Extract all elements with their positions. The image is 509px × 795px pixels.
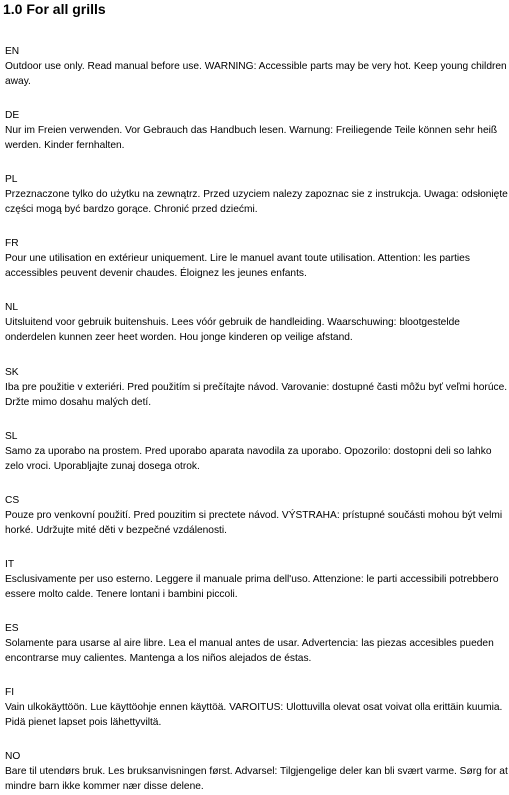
language-code: EN xyxy=(5,46,20,57)
warning-text: Uitsluitend voor gebruik buitenshuis. Lees vóór gebruik de handleiding. Waarschuwing: blootgestelde onderdelen kunnen zeer heet worden. Hou jonge kinderen op veilige afstand. xyxy=(5,317,460,343)
warning-text: Solamente para usarse al aire libre. Lea el manual antes de usar. Advertencia: las piezas accesibles pueden encontrarse muy calientes. Mantenga a los niños alejados de éstas. xyxy=(5,638,494,664)
language-code: NL xyxy=(5,302,19,313)
warning-text: Esclusivamente per uso esterno. Leggere il manuale prima dell'uso. Attenzione: le parti accessibili potrebbero essere molto calde. Tenere lontani i bambini piccoli. xyxy=(5,574,499,600)
warning-section-fr xyxy=(5,236,508,281)
warning-section-no xyxy=(5,749,508,794)
language-code: ES xyxy=(5,623,19,634)
warning-section-nl xyxy=(5,300,508,345)
language-code: SL xyxy=(5,431,18,442)
warning-text: Pouze pro venkovní použití. Pred pouzitim si prectete návod. VÝSTRAHA: prístupné součásti mohou být velmi horké. Udržujte mité děti v bezpečné vzdálenosti. xyxy=(5,510,503,536)
language-code: FR xyxy=(5,238,19,249)
warning-section-fi xyxy=(5,685,508,730)
page-title: 1.0 For all grills xyxy=(3,1,106,17)
language-code: IT xyxy=(5,559,15,570)
language-code: SK xyxy=(5,367,19,378)
warning-text: Outdoor use only. Read manual before use. WARNING: Accessible parts may be very hot. Keep young children away. xyxy=(5,61,507,87)
warning-text: Samo za uporabo na prostem. Pred uporabo aparata navodila za uporabo. Opozorilo: dostopni deli so lahko zelo vroci. Uporabljajte zunaj dosega otrok. xyxy=(5,446,492,472)
language-code: CS xyxy=(5,495,20,506)
warning-section-es xyxy=(5,621,508,666)
warning-section-en xyxy=(5,44,508,89)
warning-text: Nur im Freien verwenden. Vor Gebrauch das Handbuch lesen. Warnung: Freiliegende Teile können sehr heiß werden. Kinder fernhalten. xyxy=(5,125,498,151)
warning-section-pl xyxy=(5,172,508,217)
warning-text: Iba pre použitie v exteriéri. Pred použitím si prečítajte návod. Varovanie: dostupné časti môžu byť veľmi horúce. Držte mimo dosahu malých detí. xyxy=(5,382,508,408)
warning-section-it xyxy=(5,557,508,602)
warning-text: Pour une utilisation en extérieur uniquement. Lire le manuel avant toute utilisation. Attention: les parties accessibles peuvent devenir chaudes. Éloignez les jeunes enfants. xyxy=(5,253,470,279)
warning-text: Bare til utendørs bruk. Les bruksanvisningen først. Advarsel: Tilgjengelige deler kan bli svært varme. Sørg for at mindre barn ikke kommer nær disse delene. xyxy=(5,766,508,792)
warning-section-sl xyxy=(5,429,508,474)
warning-section-cs xyxy=(5,493,508,538)
warning-section-de xyxy=(5,108,508,153)
language-code: PL xyxy=(5,174,18,185)
language-code: FI xyxy=(5,687,15,698)
warning-text: Przeznaczone tylko do użytku na zewnątrz. Przed uzyciem nalezy zapoznac sie z instrukcja. Uwaga: odsłonięte części mogą być bardzo gorące. Chronić przed dziećmi. xyxy=(5,189,508,215)
warning-text: Vain ulkokäyttöön. Lue käyttöohje ennen käyttöä. VAROITUS: Ulottuvilla olevat osat voivat olla erittäin kuumia. Pidä pienet lapset pois lähettyviltä. xyxy=(5,702,503,728)
language-code: NO xyxy=(5,751,21,762)
language-code: DE xyxy=(5,110,20,121)
warning-section-sk xyxy=(5,365,508,410)
